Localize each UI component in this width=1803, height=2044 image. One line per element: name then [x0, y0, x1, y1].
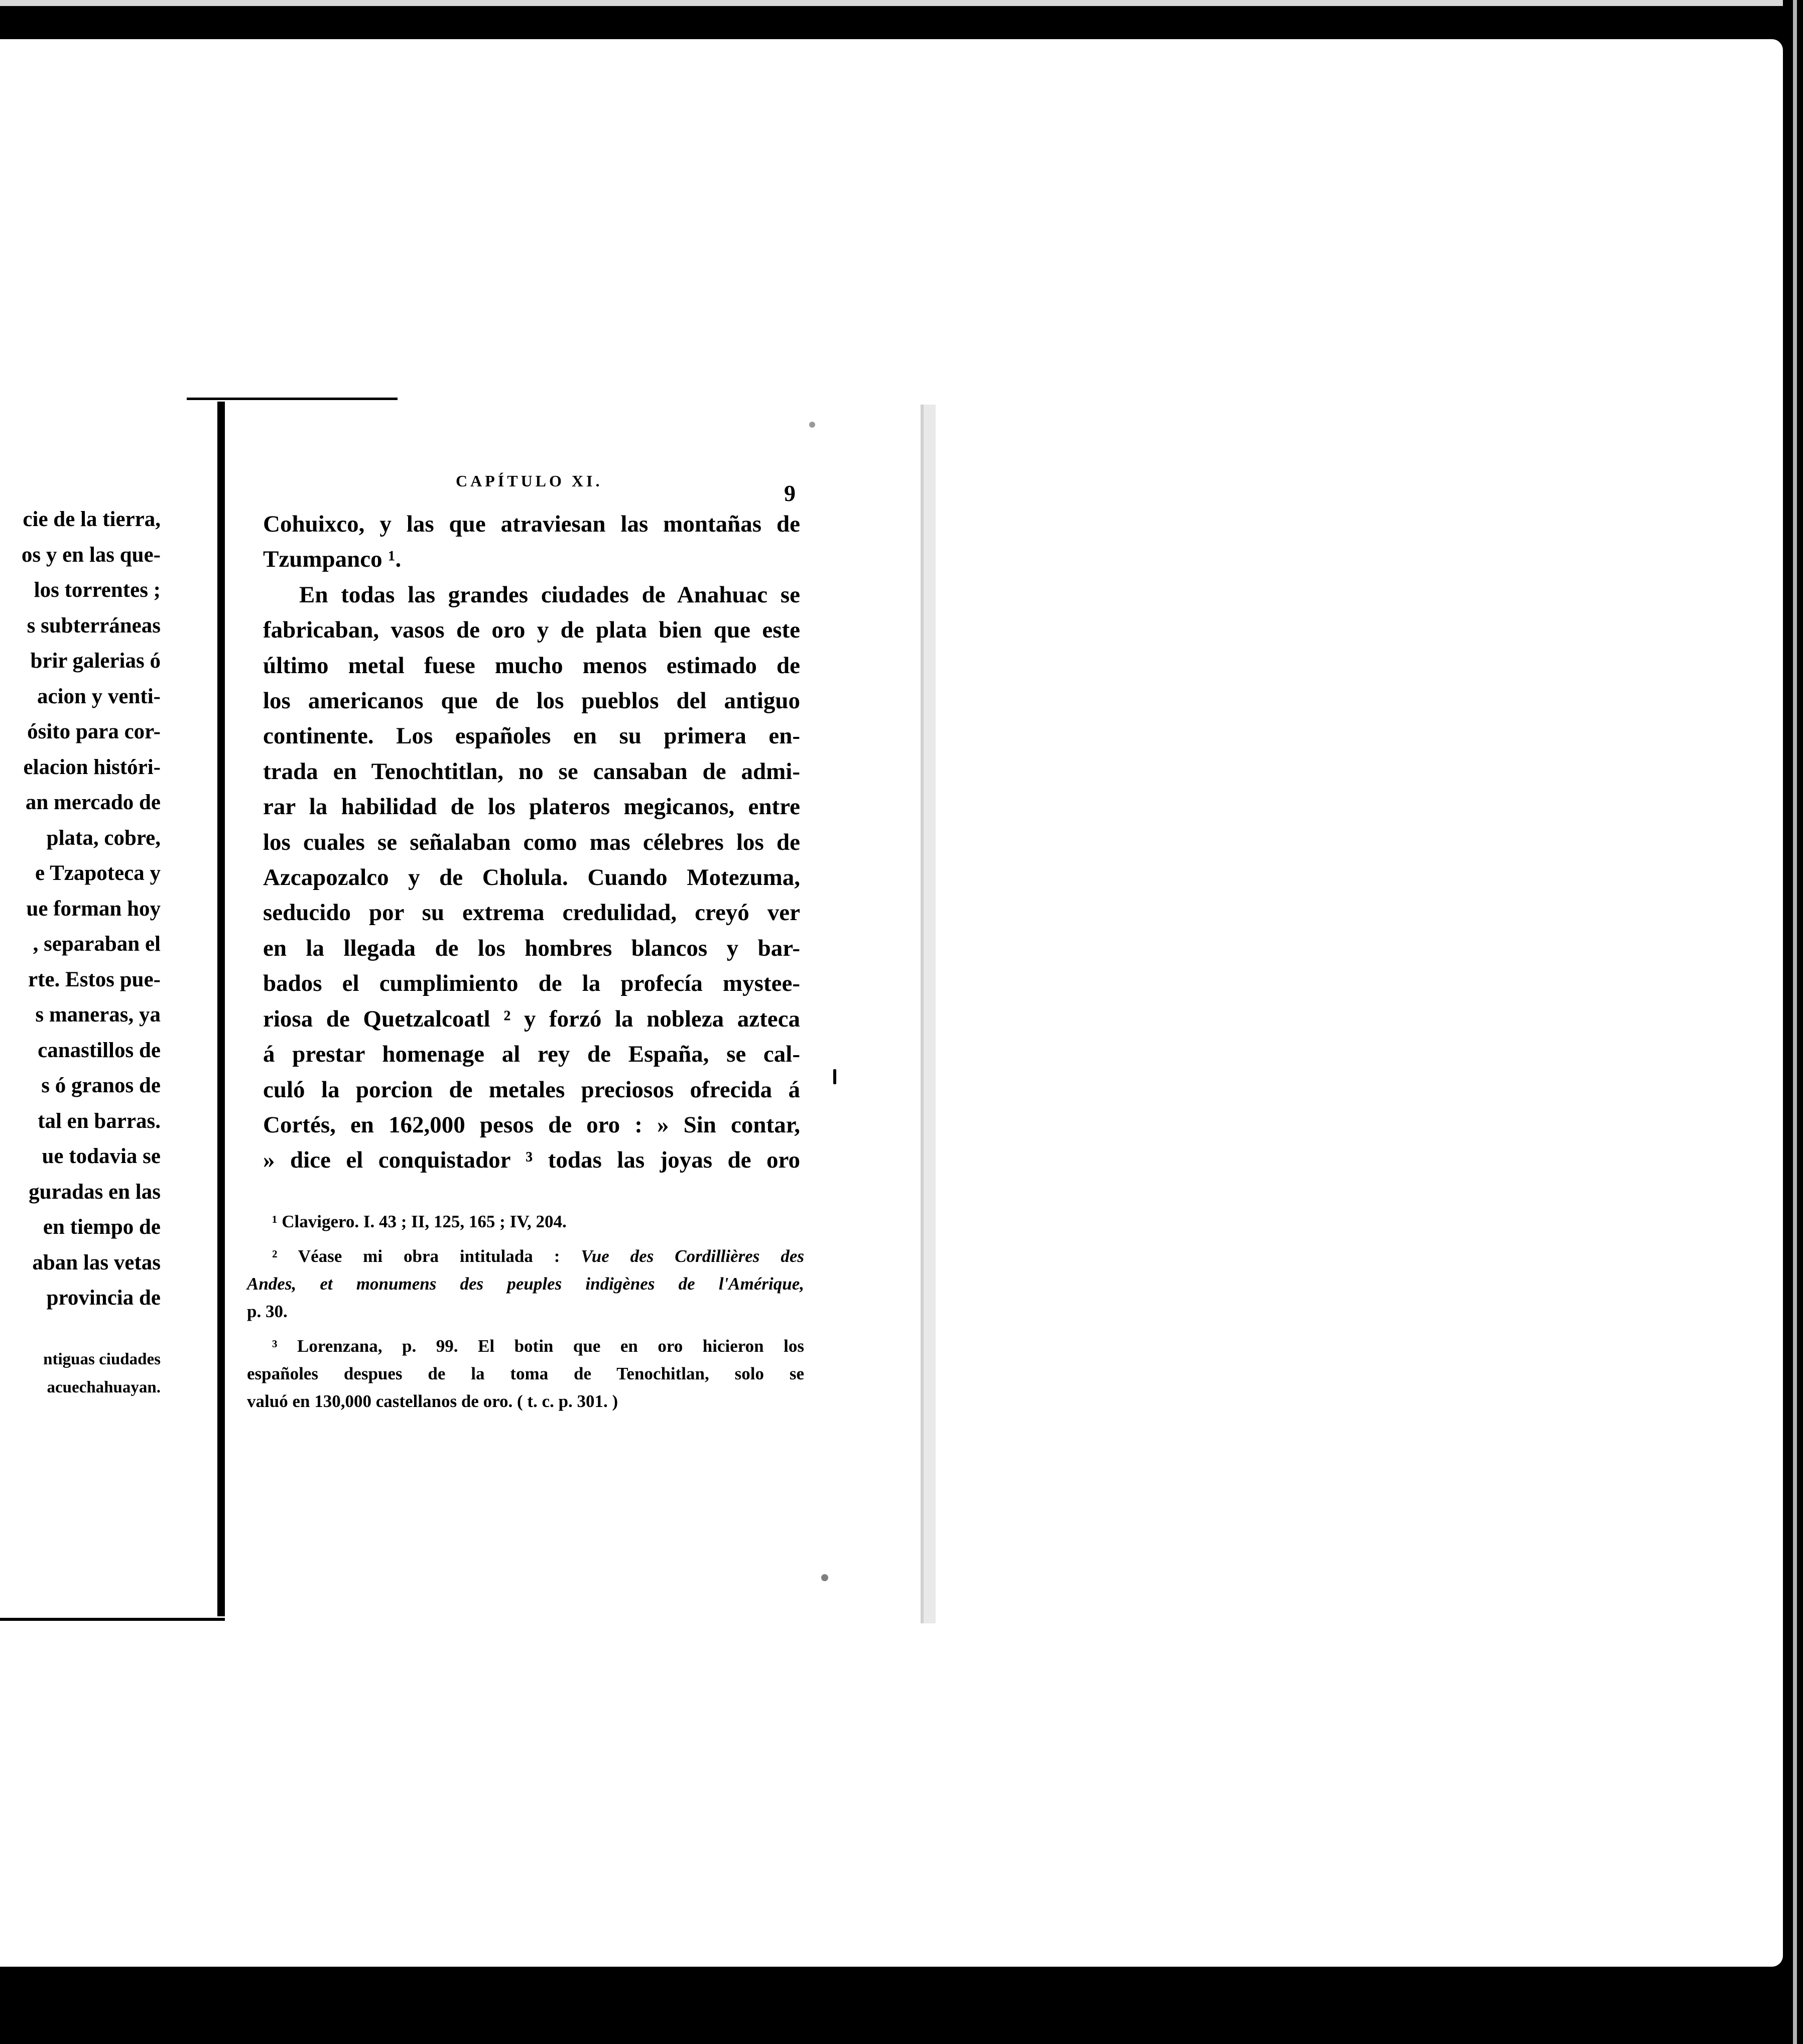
left-body-line: guradas en las: [29, 1180, 161, 1204]
body-line: Cohuixco, y las que atraviesan las montañas de: [263, 511, 800, 537]
body-line: los americanos que de los pueblos del antiguo: [263, 688, 800, 714]
left-body-line: canastillos de: [38, 1038, 161, 1062]
scanner-top-edge: [0, 0, 1803, 6]
left-body-line: an mercado de: [25, 791, 161, 814]
body-line: seducido por su extrema credulidad, creyó ver: [263, 900, 800, 926]
body-line: » dice el conquistador ³ todas las joyas de oro: [263, 1147, 800, 1174]
left-note-line: ntiguas ciudades: [43, 1350, 161, 1368]
left-body-line: ue forman hoy: [26, 897, 161, 921]
body-line: riosa de Quetzalcoatl ² y forzó la nobleza azteca: [263, 1005, 800, 1032]
scanner-edge-highlight: [1793, 0, 1797, 2044]
left-body-line: e Tzapoteca y: [35, 861, 161, 885]
body-line: último metal fuese mucho menos estimado de: [263, 652, 800, 679]
left-body-line: s maneras, ya: [35, 1003, 161, 1027]
footnote-2-text: ² Véase mi obra intitulada :: [272, 1246, 560, 1266]
left-body-line: , separaban el: [33, 932, 161, 956]
left-body-line: plata, cobre,: [46, 826, 161, 850]
left-body-line: s subterráneas: [27, 613, 161, 637]
footnote-2-title-cont: Andes, et monumens des peuples indigènes de l'Amérique,: [247, 1274, 804, 1294]
footnote-3-line: ³ Lorenzana, p. 99. El botin que en oro hicieron los: [272, 1336, 804, 1356]
book-gutter: [217, 402, 225, 1616]
footnote-3-line: españoles despues de la toma de Tenochitlan, solo se: [247, 1364, 804, 1383]
footnote-2-line: [247, 1242, 804, 1270]
body-line: Tzumpanco ¹.: [263, 546, 402, 573]
body-line: los cuales se señalaban como mas célebres los de: [263, 829, 800, 855]
body-line: Azcapozalco y de Cholula. Cuando Motezuma,: [263, 864, 800, 891]
body-line: fabricaban, vasos de oro y de plata bien que este: [263, 617, 800, 644]
left-body-line: s ó granos de: [41, 1074, 161, 1097]
left-note-line: acuechahuayan.: [47, 1378, 161, 1396]
page-top-rule: [187, 398, 398, 400]
body-line: En todas las grandes ciudades de Anahuac se: [299, 581, 800, 608]
footnote-1: ¹ Clavigero. I. 43 ; II, 125, 165 ; IV, 204.: [272, 1212, 567, 1231]
left-body-line: en tiempo de: [43, 1215, 161, 1239]
left-body-line: ue todavia se: [42, 1144, 161, 1168]
body-line: Cortés, en 162,000 pesos de oro : » Sin contar,: [263, 1111, 800, 1138]
left-body-line: os y en las que-: [21, 543, 161, 567]
left-body-line: los torrentes ;: [34, 578, 161, 602]
right-page: [225, 405, 936, 1623]
scan-speck: [809, 422, 815, 428]
running-head: CAPÍTULO XI.: [456, 472, 603, 490]
left-page-footnotes: [0, 1345, 161, 1401]
scan-speck: [821, 1574, 828, 1581]
body-text: [263, 506, 800, 1178]
scan-speck: [1188, 26, 1193, 31]
footnote-2-title: Vue des Cordillières des: [581, 1246, 805, 1266]
left-body-line: rte. Estos pue-: [28, 967, 161, 991]
scan-speck: [833, 1069, 836, 1084]
left-body-line: acion y venti-: [37, 684, 161, 708]
footnote-2-page: p. 30.: [247, 1302, 288, 1321]
left-body-line: tal en barras.: [38, 1109, 161, 1133]
left-body-line: aban las vetas: [32, 1250, 161, 1274]
left-body-line: provincia de: [46, 1286, 161, 1310]
left-page-body: [0, 502, 161, 1316]
left-body-line: brir galerias ó: [30, 649, 161, 673]
left-page-fragment: [0, 402, 216, 1616]
body-line: bados el cumplimiento de la profecía mystee-: [263, 970, 800, 997]
left-body-line: elacion históri-: [23, 755, 161, 779]
body-line: á prestar homenage al rey de España, se cal-: [263, 1041, 800, 1068]
body-line: trada en Tenochtitlan, no se cansaban de admi-: [263, 758, 800, 785]
footnote-3-line: valuó en 130,000 castellanos de oro. ( t. c. p. 301. ): [247, 1391, 618, 1411]
footnotes: [247, 1208, 804, 1415]
body-line: continente. Los españoles en su primera en-: [263, 723, 800, 749]
page-number: 9: [784, 480, 796, 506]
body-line: rar la habilidad de los plateros megicanos, entre: [263, 794, 800, 820]
left-body-line: ósito para cor-: [27, 720, 161, 743]
body-line: en la llegada de los hombres blancos y bar-: [263, 935, 800, 961]
body-line: culó la porcion de metales preciosos ofrecida á: [263, 1076, 800, 1103]
left-body-line: cie de la tierra,: [23, 507, 161, 531]
